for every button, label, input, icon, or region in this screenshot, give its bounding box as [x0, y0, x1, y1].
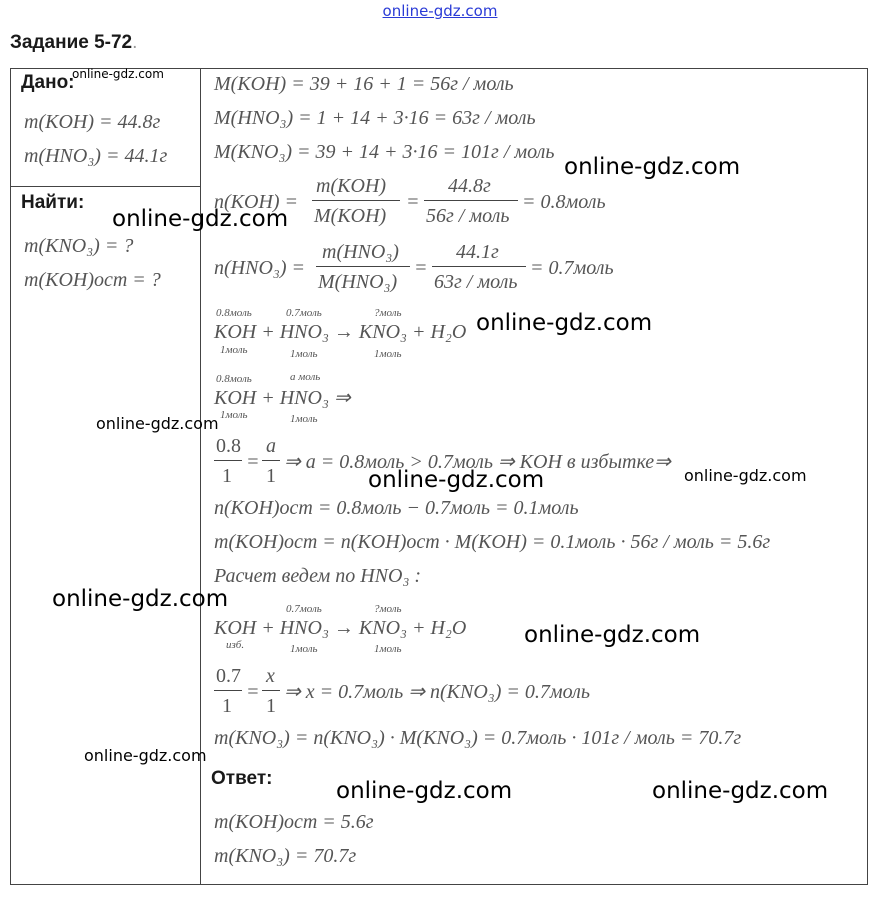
reaction1-above-koh: 0.8моль	[216, 307, 252, 319]
reaction3-above-kno3: ?моль	[374, 603, 402, 615]
watermark: online-gdz.com	[84, 746, 207, 765]
ratio1-eq: =	[246, 451, 260, 473]
n-hno3-fraction-bar-1	[316, 266, 410, 267]
reaction3-above-hno3: 0.7моль	[286, 603, 322, 615]
reaction1-below-koh: 1моль	[220, 344, 248, 356]
ratio1-den2: 1	[266, 465, 276, 487]
m-kno3-calc: m(KNO₃) = n(KNO₃) · M(KNO₃) = 0.7моль · 101г / моль = 70.7г	[214, 727, 742, 749]
n-koh-fraction-bar-1	[312, 200, 400, 201]
reaction2-below-koh: 1моль	[220, 409, 248, 421]
answer-line-1: m(KOH)ост = 5.6г	[214, 811, 374, 833]
watermark: online-gdz.com	[96, 414, 219, 433]
reaction1-equation: KOH + HNO₃ → KNO₃ + H₂O	[214, 321, 467, 343]
n-koh-num2: 44.8г	[448, 175, 491, 197]
reaction3-equation: KOH + HNO₃ → KNO₃ + H₂O	[214, 617, 467, 639]
ratio2-den1: 1	[222, 695, 232, 717]
watermark: online-gdz.com	[52, 586, 229, 612]
n-koh-eq: =	[406, 191, 420, 213]
reaction1-below-kno3: 1моль	[374, 348, 402, 360]
watermark: online-gdz.com	[476, 310, 653, 336]
m-koh-excess: m(KOH)ост = n(KOH)ост · M(KOH) = 0.1моль · 56г / моль = 5.6г	[214, 531, 771, 553]
given-label: Дано:	[21, 72, 75, 93]
ratio2-rest: ⇒ x = 0.7моль ⇒ n(KNO₃) = 0.7моль	[284, 681, 590, 703]
watermark: online-gdz.com	[524, 622, 701, 648]
ratio2-den2: 1	[266, 695, 276, 717]
watermark: online-gdz.com	[72, 67, 164, 81]
n-koh-num1: m(KOH)	[316, 175, 386, 197]
ratio2-num2: x	[266, 665, 275, 687]
reaction3-below-kno3: 1моль	[374, 643, 402, 655]
n-hno3-num1: m(HNO₃)	[322, 241, 399, 263]
n-koh-den1: M(KOH)	[314, 205, 387, 227]
reaction3-below-koh: изб.	[226, 639, 245, 651]
task-title-text: Задание 5-72	[10, 32, 133, 53]
ratio2-bar-1	[214, 690, 242, 691]
watermark: online-gdz.com	[368, 467, 545, 493]
watermark: online-gdz.com	[652, 778, 829, 804]
reaction1-above-hno3: 0.7моль	[286, 307, 322, 319]
reaction2-above-koh: 0.8моль	[216, 373, 252, 385]
ratio1-num2: a	[266, 435, 276, 457]
n-hno3-fraction-bar-2	[432, 266, 526, 267]
ratio1-rest: ⇒ a = 0.8моль > 0.7моль ⇒ KOH в избытке⇒	[284, 451, 671, 473]
calc-note: Расчет ведем по HNO₃ :	[214, 565, 422, 587]
n-hno3-den2: 63г / моль	[434, 271, 518, 293]
molar-mass-koh: M(KOH) = 39 + 16 + 1 = 56г / моль	[214, 73, 514, 95]
find-line-2: m(KOH)ост = ?	[24, 269, 161, 291]
answer-label: Ответ:	[211, 768, 273, 789]
n-hno3-num2: 44.1г	[456, 241, 499, 263]
answer-line-2: m(KNO₃) = 70.7г	[214, 845, 357, 867]
task-title	[10, 32, 137, 54]
reaction1-above-kno3: ?моль	[374, 307, 402, 319]
n-koh-result: = 0.8моль	[522, 191, 606, 213]
reaction3-below-hno3: 1моль	[290, 643, 318, 655]
n-koh-fraction-bar-2	[424, 200, 518, 201]
n-koh-excess: n(KOH)ост = 0.8моль − 0.7моль = 0.1моль	[214, 497, 579, 519]
n-hno3-result: = 0.7моль	[530, 257, 614, 279]
n-hno3-lhs: n(HNO₃) =	[214, 257, 305, 279]
ratio2-num1: 0.7	[216, 665, 241, 687]
watermark: online-gdz.com	[684, 466, 807, 485]
n-koh-den2: 56г / моль	[426, 205, 510, 227]
reaction2-above-hno3: a моль	[290, 371, 321, 383]
ratio1-den1: 1	[222, 465, 232, 487]
watermark: online-gdz.com	[112, 206, 289, 232]
reaction1-below-hno3: 1моль	[290, 348, 318, 360]
molar-mass-hno3: M(HNO₃) = 1 + 14 + 3·16 = 63г / моль	[214, 107, 536, 129]
watermark: online-gdz.com	[336, 778, 513, 804]
n-hno3-den1: M(HNO₃)	[318, 271, 398, 293]
ratio1-bar-2	[262, 460, 280, 461]
watermark: online-gdz.com	[564, 154, 741, 180]
find-line-1: m(KNO₃) = ?	[24, 235, 134, 257]
given-line-2: m(HNO₃) = 44.1г	[24, 145, 168, 167]
ratio2-bar-2	[262, 690, 280, 691]
find-label: Найти:	[21, 192, 85, 213]
reaction2-equation: KOH + HNO₃ ⇒	[214, 387, 351, 409]
ratio1-bar-1	[214, 460, 242, 461]
given-line-1: m(KOH) = 44.8г	[24, 111, 161, 133]
site-watermark-top: online-gdz.com	[382, 2, 498, 20]
ratio1-num1: 0.8	[216, 435, 241, 457]
n-hno3-eq: =	[414, 257, 428, 279]
reaction2-below-hno3: 1моль	[290, 413, 318, 425]
task-title-dot: .	[132, 32, 138, 53]
n-koh-lhs: n(KOH) =	[214, 191, 299, 213]
molar-mass-kno3: M(KNO₃) = 39 + 14 + 3·16 = 101г / моль	[214, 141, 555, 163]
ratio2-eq: =	[246, 681, 260, 703]
given-find-divider	[10, 186, 201, 187]
